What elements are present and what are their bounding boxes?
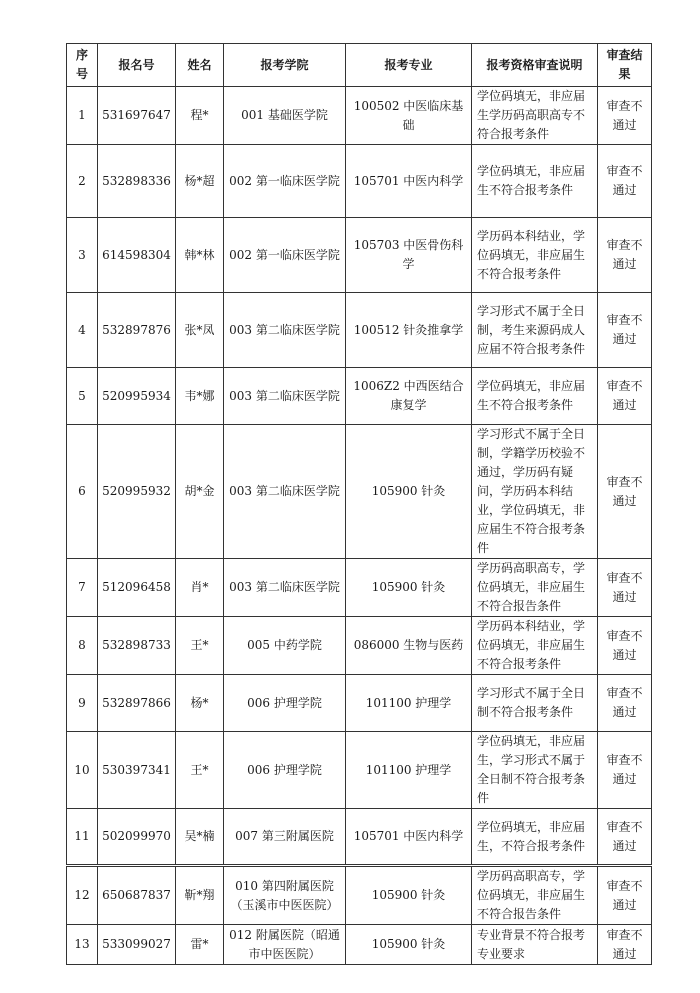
cell-result: 审查不通过 <box>598 675 652 732</box>
cell-name: 杨*超 <box>176 145 224 218</box>
cell-name: 胡*金 <box>176 425 224 559</box>
table-row <box>67 425 652 559</box>
cell-note: 学位码填无，非应届生不符合报考条件 <box>472 145 598 218</box>
cell-reg-no: 520995934 <box>98 368 176 425</box>
table-row <box>67 218 652 293</box>
cell-major: 105701 中医内科学 <box>346 145 472 218</box>
cell-reg-no: 532897866 <box>98 675 176 732</box>
cell-note: 学历码高职高专，学位码填无，非应届生不符合报告条件 <box>472 866 598 925</box>
cell-name: 程* <box>176 87 224 145</box>
cell-reg-no: 614598304 <box>98 218 176 293</box>
header-note: 报考资格审查说明 <box>472 44 598 87</box>
cell-reg-no: 512096458 <box>98 559 176 617</box>
cell-college: 003 第二临床医学院 <box>224 293 346 368</box>
cell-major: 105701 中医内科学 <box>346 809 472 866</box>
table-row <box>67 617 652 675</box>
cell-name: 韦*娜 <box>176 368 224 425</box>
cell-college: 006 护理学院 <box>224 675 346 732</box>
cell-college: 002 第一临床医学院 <box>224 145 346 218</box>
cell-reg-no: 531697647 <box>98 87 176 145</box>
cell-note: 学历码本科结业，学位码填无，非应届生不符合报考条件 <box>472 617 598 675</box>
cell-seq: 10 <box>67 732 98 809</box>
cell-result: 审查不通过 <box>598 87 652 145</box>
cell-college: 006 护理学院 <box>224 732 346 809</box>
cell-seq: 5 <box>67 368 98 425</box>
table-header-row <box>67 44 652 87</box>
header-name: 姓名 <box>176 44 224 87</box>
cell-note: 学位码填无，非应届生，学习形式不属于全日制不符合报考条件 <box>472 732 598 809</box>
header-seq: 序号 <box>67 44 98 87</box>
cell-result: 审查不通过 <box>598 732 652 809</box>
cell-note: 学历码高职高专，学位码填无，非应届生不符合报告条件 <box>472 559 598 617</box>
header-college: 报考学院 <box>224 44 346 87</box>
header-result: 审查结果 <box>598 44 652 87</box>
cell-college: 010 第四附属医院（玉溪市中医医院） <box>224 866 346 925</box>
table-row <box>67 925 652 965</box>
table-row <box>67 293 652 368</box>
cell-major: 105900 针灸 <box>346 425 472 559</box>
cell-college: 003 第二临床医学院 <box>224 368 346 425</box>
cell-result: 审查不通过 <box>598 866 652 925</box>
cell-result: 审查不通过 <box>598 559 652 617</box>
cell-name: 杨* <box>176 675 224 732</box>
cell-result: 审查不通过 <box>598 218 652 293</box>
cell-name: 王* <box>176 732 224 809</box>
cell-result: 审查不通过 <box>598 925 652 965</box>
cell-note: 学习形式不属于全日制不符合报考条件 <box>472 675 598 732</box>
cell-note: 学习形式不属于全日制，考生来源码成人应届不符合报考条件 <box>472 293 598 368</box>
cell-major: 086000 生物与医药 <box>346 617 472 675</box>
cell-name: 雷* <box>176 925 224 965</box>
review-results-table <box>66 43 652 965</box>
cell-seq: 9 <box>67 675 98 732</box>
cell-seq: 1 <box>67 87 98 145</box>
table-row <box>67 809 652 866</box>
cell-major: 101100 护理学 <box>346 732 472 809</box>
cell-major: 105703 中医骨伤科学 <box>346 218 472 293</box>
cell-seq: 7 <box>67 559 98 617</box>
cell-college: 005 中药学院 <box>224 617 346 675</box>
table-row <box>67 675 652 732</box>
cell-major: 105900 针灸 <box>346 559 472 617</box>
table-row <box>67 732 652 809</box>
cell-name: 吴*楠 <box>176 809 224 866</box>
cell-college: 003 第二临床医学院 <box>224 425 346 559</box>
table-row <box>67 145 652 218</box>
header-major: 报考专业 <box>346 44 472 87</box>
cell-note: 专业背景不符合报考专业要求 <box>472 925 598 965</box>
cell-seq: 6 <box>67 425 98 559</box>
cell-major: 1006Z2 中西医结合康复学 <box>346 368 472 425</box>
table-row <box>67 87 652 145</box>
cell-name: 王* <box>176 617 224 675</box>
cell-college: 007 第三附属医院 <box>224 809 346 866</box>
cell-name: 肖* <box>176 559 224 617</box>
cell-reg-no: 532897876 <box>98 293 176 368</box>
cell-note: 学习形式不属于全日制，学籍学历校验不通过，学历码有疑问，学历码本科结业，学位码填无，非应届生不符合报考条件 <box>472 425 598 559</box>
cell-seq: 8 <box>67 617 98 675</box>
cell-result: 审查不通过 <box>598 809 652 866</box>
cell-seq: 13 <box>67 925 98 965</box>
table-row <box>67 559 652 617</box>
cell-major: 105900 针灸 <box>346 925 472 965</box>
cell-college: 001 基础医学院 <box>224 87 346 145</box>
cell-seq: 12 <box>67 866 98 925</box>
cell-seq: 3 <box>67 218 98 293</box>
cell-major: 101100 护理学 <box>346 675 472 732</box>
cell-college: 002 第一临床医学院 <box>224 218 346 293</box>
cell-result: 审查不通过 <box>598 368 652 425</box>
cell-major: 105900 针灸 <box>346 866 472 925</box>
cell-note: 学位码填无，非应届生学历码高职高专不符合报考条件 <box>472 87 598 145</box>
cell-college: 003 第二临床医学院 <box>224 559 346 617</box>
cell-reg-no: 530397341 <box>98 732 176 809</box>
cell-reg-no: 532898733 <box>98 617 176 675</box>
table-row <box>67 866 652 925</box>
cell-note: 学历码本科结业，学位码填无，非应届生不符合报考条件 <box>472 218 598 293</box>
cell-note: 学位码填无，非应届生不符合报考条件 <box>472 368 598 425</box>
cell-name: 韩*林 <box>176 218 224 293</box>
cell-seq: 11 <box>67 809 98 866</box>
cell-reg-no: 650687837 <box>98 866 176 925</box>
cell-seq: 2 <box>67 145 98 218</box>
cell-major: 100502 中医临床基础 <box>346 87 472 145</box>
cell-result: 审查不通过 <box>598 425 652 559</box>
cell-result: 审查不通过 <box>598 145 652 218</box>
cell-seq: 4 <box>67 293 98 368</box>
cell-note: 学位码填无，非应届生，不符合报考条件 <box>472 809 598 866</box>
header-reg-no: 报名号 <box>98 44 176 87</box>
table-row <box>67 368 652 425</box>
cell-major: 100512 针灸推拿学 <box>346 293 472 368</box>
cell-result: 审查不通过 <box>598 617 652 675</box>
cell-reg-no: 502099970 <box>98 809 176 866</box>
cell-reg-no: 533099027 <box>98 925 176 965</box>
cell-reg-no: 532898336 <box>98 145 176 218</box>
cell-result: 审查不通过 <box>598 293 652 368</box>
cell-name: 张*凤 <box>176 293 224 368</box>
cell-reg-no: 520995932 <box>98 425 176 559</box>
cell-name: 靳*翔 <box>176 866 224 925</box>
cell-college: 012 附属医院（昭通市中医医院） <box>224 925 346 965</box>
